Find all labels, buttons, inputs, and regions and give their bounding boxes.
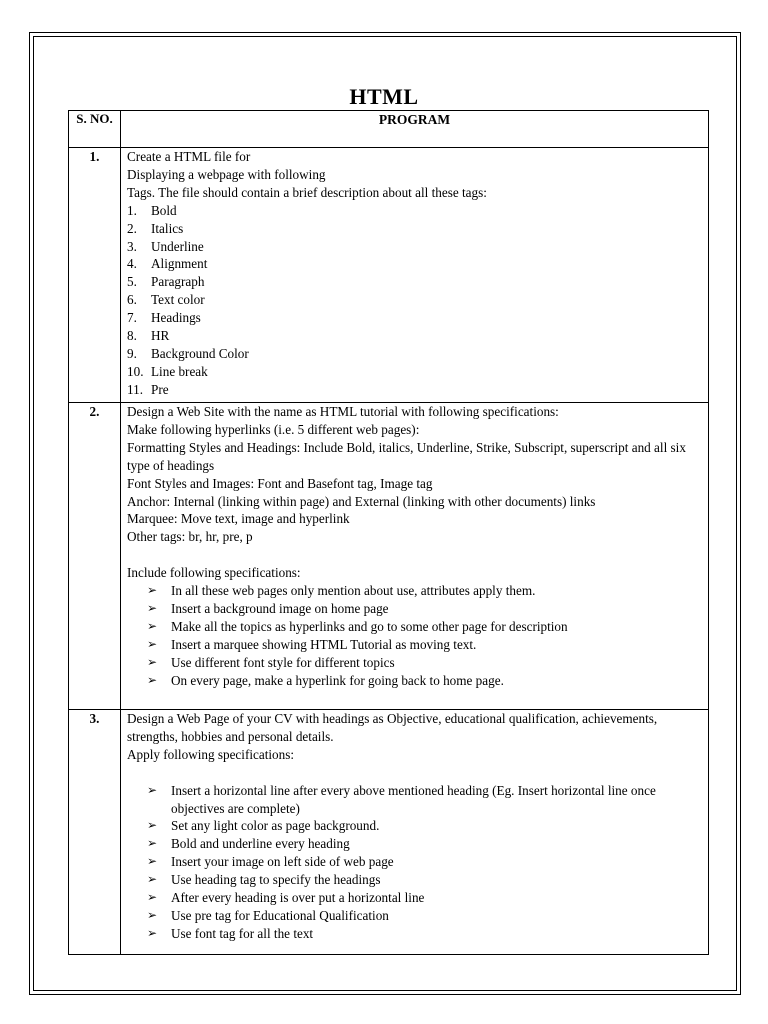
table-row: [69, 148, 709, 403]
item-text: Paragraph: [151, 274, 205, 290]
item-text: Underline: [151, 238, 204, 254]
list-item: [147, 600, 702, 618]
item-number: 4.: [127, 256, 137, 272]
arrow-bullet-icon: ➢: [147, 672, 158, 687]
item-text: Insert your image on left side of web page: [171, 854, 394, 870]
item-text: Pre: [151, 381, 169, 397]
program-cell: [121, 403, 709, 710]
arrow-bullet-icon: ➢: [147, 654, 158, 669]
list-item: [147, 925, 702, 943]
item-text: HR: [151, 328, 170, 344]
arrow-bullet-icon: ➢: [147, 583, 158, 598]
item-number: 1.: [127, 202, 137, 218]
text-line: Tags. The file should contain a brief description about all these tags:: [127, 184, 487, 200]
list-item: [147, 889, 702, 907]
arrow-bullet-icon: ➢: [147, 600, 158, 615]
list-item: [127, 309, 702, 327]
text-line: Design a Web Page of your CV with headings as Objective, educational qualification, achievements, strengths, hobbies and personal details.: [127, 711, 658, 744]
arrow-bullet-icon: ➢: [147, 818, 158, 833]
item-number: 10.: [127, 363, 144, 379]
row-number: 1.: [69, 148, 121, 403]
list-item: [147, 871, 702, 889]
program-header: PROGRAM: [121, 111, 709, 148]
program-cell: [121, 710, 709, 955]
item-text: Make all the topics as hyperlinks and go to some other page for description: [171, 618, 568, 634]
program-cell: [121, 148, 709, 403]
item-number: 3.: [127, 238, 137, 254]
item-text: Use different font style for different topics: [171, 654, 395, 670]
list-item: [147, 654, 702, 672]
list-item: [127, 381, 702, 399]
table-header-row: [69, 111, 709, 148]
item-text: Line break: [151, 363, 208, 379]
item-number: 2.: [127, 220, 137, 236]
list-item: [147, 672, 702, 690]
sno-header: S. NO.: [69, 111, 121, 148]
item-text: Use font tag for all the text: [171, 925, 314, 941]
list-item: [127, 273, 702, 291]
text-line: Formatting Styles and Headings: Include Bold, italics, Underline, Strike, Subscript, superscript and all six type of headings: [127, 439, 686, 473]
spacer: [127, 546, 702, 564]
item-text: Background Color: [151, 345, 249, 361]
list-item: [147, 817, 702, 835]
item-number: 6.: [127, 292, 137, 308]
table-row: [69, 710, 709, 955]
item-text: On every page, make a hyperlink for going back to home page.: [171, 672, 504, 688]
list-item: [147, 582, 702, 600]
text-line: Include following specifications:: [127, 565, 301, 581]
item-text: Set any light color as page background.: [171, 818, 380, 834]
list-item: [127, 238, 702, 256]
text-line: Design a Web Site with the name as HTML tutorial with following specifications:: [127, 404, 559, 419]
arrow-bullet-icon: ➢: [147, 836, 158, 851]
list-item: [147, 907, 702, 925]
item-text: Bold: [151, 202, 177, 218]
text-line: Make following hyperlinks (i.e. 5 different web pages):: [127, 421, 420, 437]
list-item: [147, 618, 702, 636]
arrow-bullet-icon: ➢: [147, 907, 158, 922]
page-title: HTML: [349, 84, 419, 109]
text-line: Displaying a webpage with following: [127, 166, 326, 182]
text-line: Marquee: Move text, image and hyperlink: [127, 511, 350, 527]
item-text: Italics: [151, 220, 184, 236]
item-number: 8.: [127, 328, 137, 344]
text-line: Apply following specifications:: [127, 746, 295, 762]
list-item: [147, 835, 702, 853]
item-text: Headings: [151, 310, 201, 326]
item-text: Insert a horizontal line after every above mentioned heading (Eg. Insert horizontal line once objectives are complete): [171, 782, 656, 816]
list-item: [127, 345, 702, 363]
item-text: Insert a marquee showing HTML Tutorial as moving text.: [171, 636, 477, 652]
item-text: In all these web pages only mention about use, attributes apply them.: [171, 583, 536, 599]
spacer: [127, 764, 702, 782]
spec-list: [127, 782, 702, 943]
item-text: Alignment: [151, 256, 208, 272]
item-text: Bold and underline every heading: [171, 836, 350, 852]
item-text: Text color: [151, 292, 205, 308]
arrow-bullet-icon: ➢: [147, 872, 158, 887]
list-item: [127, 220, 702, 238]
list-item: [127, 202, 702, 220]
row-number: 3.: [69, 710, 121, 955]
arrow-bullet-icon: ➢: [147, 618, 158, 633]
spec-list: [127, 582, 702, 689]
program-table: [68, 110, 709, 955]
item-number: 7.: [127, 310, 137, 326]
text-line: Font Styles and Images: Font and Basefont tag, Image tag: [127, 475, 433, 491]
item-number: 9.: [127, 345, 137, 361]
arrow-bullet-icon: ➢: [147, 636, 158, 651]
item-number: 11.: [127, 381, 143, 397]
item-number: 5.: [127, 274, 137, 290]
list-item: [147, 853, 702, 871]
item-text: Use heading tag to specify the headings: [171, 872, 381, 888]
item-text: Insert a background image on home page: [171, 600, 389, 616]
list-item: [127, 327, 702, 345]
table-row: [69, 403, 709, 710]
list-item: [147, 636, 702, 654]
arrow-bullet-icon: ➢: [147, 925, 158, 940]
list-item: [147, 782, 702, 818]
list-item: [127, 255, 702, 273]
arrow-bullet-icon: ➢: [147, 854, 158, 869]
item-text: Use pre tag for Educational Qualification: [171, 907, 389, 923]
item-text: After every heading is over put a horizontal line: [171, 890, 425, 906]
text-line: Anchor: Internal (linking within page) and External (linking with other documents) links: [127, 493, 596, 509]
text-line: Create a HTML file for: [127, 149, 251, 164]
list-item: [127, 291, 702, 309]
tag-list: [127, 202, 702, 399]
arrow-bullet-icon: ➢: [147, 890, 158, 905]
arrow-bullet-icon: ➢: [147, 782, 158, 797]
text-line: Other tags: br, hr, pre, p: [127, 529, 253, 545]
list-item: [127, 363, 702, 381]
row-number: 2.: [69, 403, 121, 710]
